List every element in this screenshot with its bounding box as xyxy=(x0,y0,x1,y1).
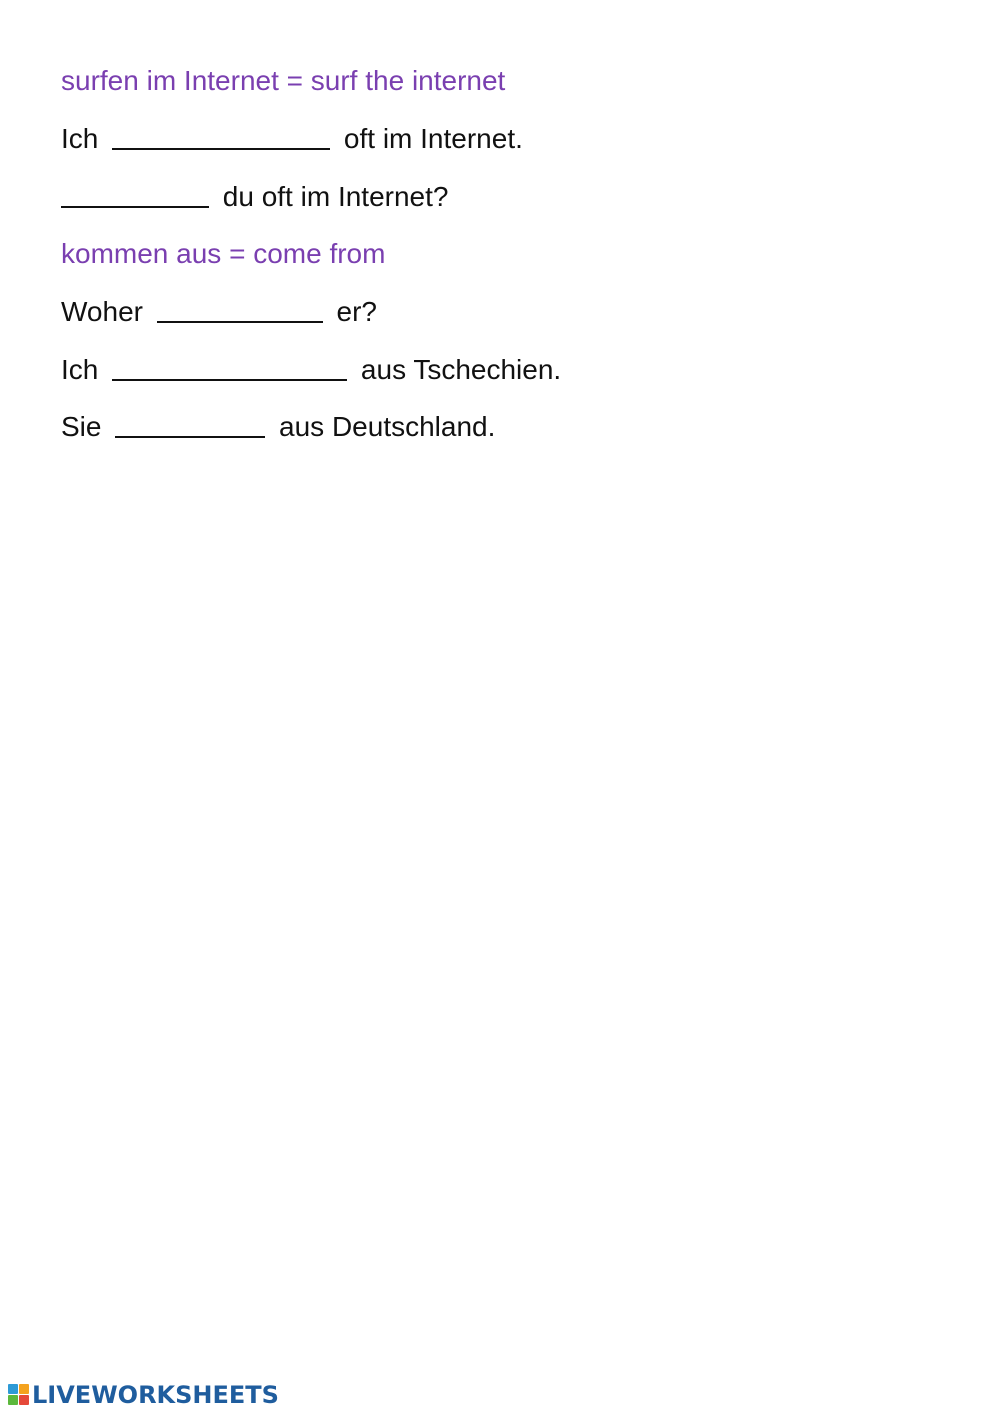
sentence-2 xyxy=(61,179,448,215)
sentence-4-before: Ich xyxy=(61,354,99,385)
answer-blank-2[interactable] xyxy=(61,180,209,208)
sentence-4-after: aus Tschechien. xyxy=(360,354,562,385)
answer-blank-4[interactable] xyxy=(112,353,347,381)
liveworksheets-logo xyxy=(8,1382,279,1408)
section-heading-kommen: kommen aus = come from xyxy=(61,238,386,269)
answer-blank-3[interactable] xyxy=(157,295,323,323)
logo-text: LIVEWORKSHEETS xyxy=(32,1381,279,1409)
answer-blank-5[interactable] xyxy=(115,410,265,438)
sentence-3 xyxy=(61,294,377,330)
sentence-3-after: er? xyxy=(336,296,377,327)
sentence-1-before: Ich xyxy=(61,123,99,154)
sentence-3-before: Woher xyxy=(61,296,143,327)
liveworksheets-logo-icon xyxy=(8,1384,30,1406)
sentence-5-before: Sie xyxy=(61,411,102,442)
sentence-4 xyxy=(61,352,561,388)
answer-blank-1[interactable] xyxy=(112,122,330,150)
sentence-5 xyxy=(61,409,495,445)
sentence-1 xyxy=(61,121,523,157)
sentence-2-after: du oft im Internet? xyxy=(222,181,449,212)
section-heading-surfen: surfen im Internet = surf the internet xyxy=(61,65,506,96)
sentence-5-after: aus Deutschland. xyxy=(279,411,496,442)
sentence-1-after: oft im Internet. xyxy=(343,123,523,154)
